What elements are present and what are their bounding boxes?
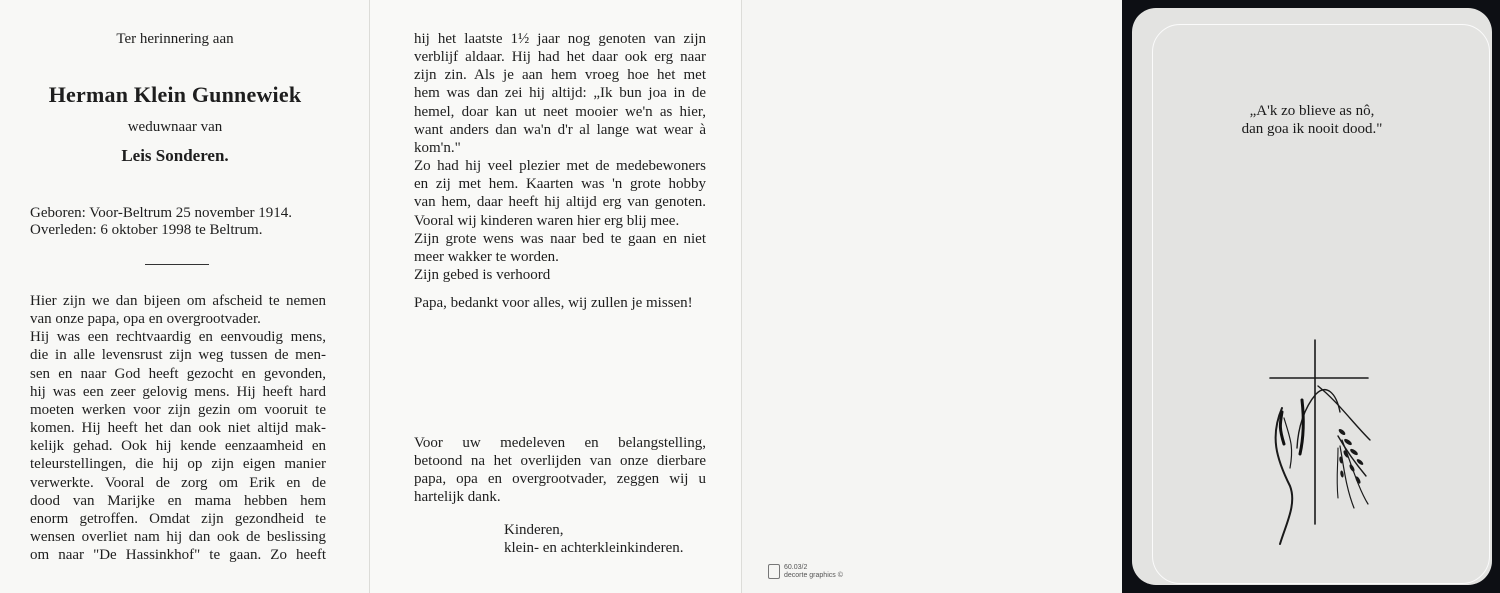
birth-line: Geboren: Voor-Beltrum 25 november 1914. — [30, 205, 293, 221]
spouse-name: Leis Sonderen. — [121, 146, 229, 165]
text-line: moeten werken voor zijn gezin om vooruit te — [30, 401, 326, 418]
text-line: van onze papa, opa en overgrootvader. — [30, 311, 261, 328]
text-line: Voor uw medeleven en belangstelling, — [414, 435, 706, 451]
text-line: dood van Marijke en mama hebben hem — [30, 492, 326, 509]
text-line: kom'n." — [414, 139, 461, 156]
text-line: hartelijk dank. — [414, 489, 501, 506]
text-line: Hier zijn we dan bijeen om afscheid te nemen — [30, 293, 326, 309]
text-line: enorm getroffen. Omdat zijn gezondheid te — [30, 510, 326, 527]
printer-code: 60.03/2 — [784, 564, 808, 571]
text-line: hem was dan zei hij altijd: „Ik bun joa in de — [414, 85, 706, 102]
text-line: zijn zin. Als je aan hem vroeg hoe het met — [414, 67, 706, 84]
text-line: kelijk gehad. Ook hij kende eenzaamheid en — [30, 438, 326, 455]
text-line: hemel, doar kan ut neet mooier we'n as hier, — [414, 103, 706, 120]
text-line: van hem, daar heeft hij altijd erg van genoten. — [414, 194, 706, 211]
text-line: betoond na het overlijden van onze dierbare — [414, 453, 706, 470]
cover-page — [1122, 0, 1500, 593]
divider — [145, 264, 209, 265]
cover-card — [1132, 8, 1492, 585]
text-line: teleurstellingen, die hij op zijn eigen manier — [30, 456, 326, 473]
quote-line-1: „A'k zo blieve as nô, — [1249, 103, 1375, 119]
printer-logo-icon — [768, 564, 780, 579]
text-line: wensen overliet nam hij dan ook de beslissing — [30, 528, 326, 545]
text-line: Vooral wij kinderen waren hier erg blij mee. — [414, 212, 680, 229]
back-page — [742, 0, 1122, 593]
text-line: papa, opa en overgrootvader, zeggen wij u — [414, 471, 706, 488]
text-line: want anders dan wa'n d'r al lange wat wear à — [414, 121, 706, 138]
deceased-name: Herman Klein Gunnewiek — [48, 82, 302, 107]
cross-with-wheat-icon — [1242, 328, 1402, 568]
farewell-line: Papa, bedankt voor alles, wij zullen je missen! — [414, 295, 693, 311]
left-page — [0, 0, 370, 593]
text-line: Hij was een rechtvaardig en eenvoudig mens, — [30, 329, 326, 346]
text-line: verblijf aldaar. Hij had het daar ook erg naar — [414, 49, 706, 66]
text-line: hij het laatste 1½ jaar nog genoten van zijn — [414, 31, 706, 47]
text-line: Zijn grote wens was naar bed te gaan en niet — [414, 230, 706, 247]
text-line: komen. Hij heeft het dan ook niet altijd mak- — [30, 420, 326, 437]
middle-page — [370, 0, 742, 593]
text-line: Zijn gebed is verhoord — [414, 266, 551, 283]
quote-line-2: dan goa ik nooit dood." — [1241, 121, 1383, 137]
text-line: en zij met hem. Kaarten was 'n grote hobby — [414, 176, 706, 193]
text-line: meer wakker te worden. — [414, 248, 559, 265]
text-line: hij was een zeer gelovig mens. Hij heeft hard — [30, 383, 326, 400]
text-line: sen en naar God heeft gezocht en gevonden, — [30, 365, 326, 382]
cover-quote — [1132, 102, 1492, 138]
text-line: Zo had hij veel plezier met de medebewoners — [414, 158, 706, 175]
printer-name: decorte graphics © — [784, 572, 843, 579]
text-line: klein- en achterkleinkinderen. — [504, 540, 684, 557]
text-line: verwerkte. Vooral de zorg om Erik en de — [30, 474, 326, 491]
relation-text: weduwnaar van — [127, 119, 223, 135]
intro-text: Ter herinnering aan — [116, 31, 234, 47]
text-line: om naar "De Hassinkhof" te gaan. Zo heeft — [30, 547, 326, 564]
text-line: Kinderen, — [504, 522, 564, 538]
death-line: Overleden: 6 oktober 1998 te Beltrum. — [30, 222, 263, 238]
text-line: die in alle levensrust zijn weg tussen de men- — [30, 347, 326, 364]
